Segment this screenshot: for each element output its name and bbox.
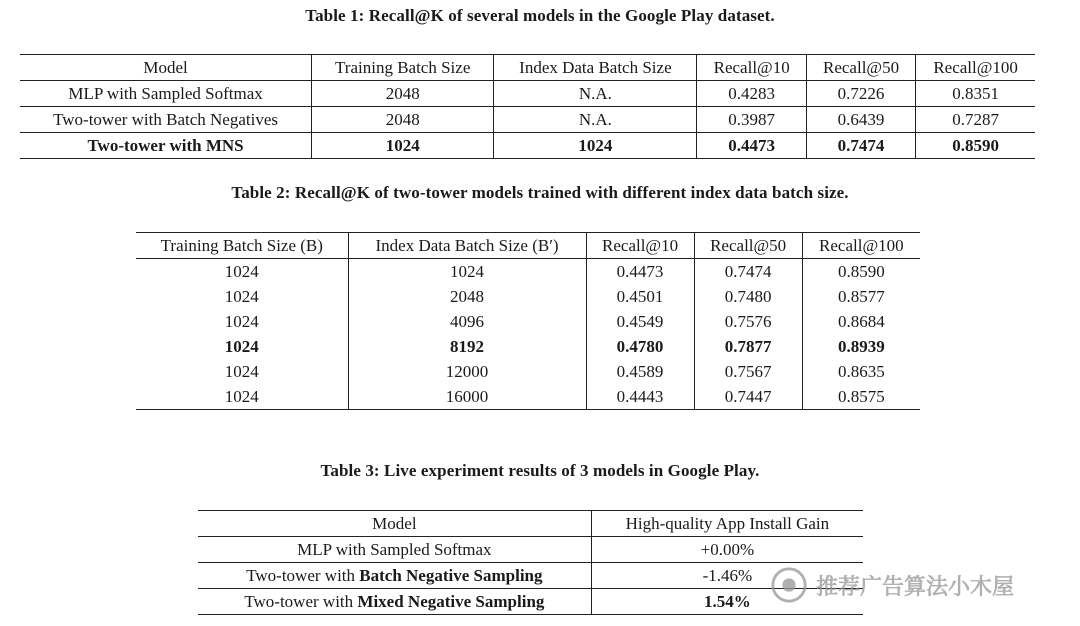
table-cell [198,563,591,589]
table2-header-index-batch: Index Data Batch Size (B′) [348,233,586,259]
table-row [198,589,863,615]
table1-caption: Table 1: Recall@K of several models in the Google Play dataset. [305,6,775,25]
table1-header-recall10: Recall@10 [697,55,806,81]
table-row [136,359,920,384]
table-cell: 0.7447 [694,384,802,410]
table-cell: 0.8577 [837,286,885,306]
table-cell: 1024 [136,384,348,410]
table-cell: +0.00% [591,537,863,563]
table-cell: 1.54% [591,589,863,615]
table-cell: 0.7567 [694,359,802,384]
table-row [198,563,863,589]
table2-header-training-batch: Training Batch Size (B) [136,233,348,259]
table-cell [198,537,591,563]
table-cell: 0.4589 [586,359,694,384]
table-cell: 0.4283 [697,81,806,107]
table-cell: 0.8939 [837,336,885,356]
table-row [136,334,920,359]
table3 [198,510,863,615]
table2-header-recall50: Recall@50 [694,233,802,259]
table2-caption: Table 2: Recall@K of two-tower models trained with different index data batch size. [231,183,849,202]
table1-header-training-batch: Training Batch Size [312,55,494,81]
wechat-official-account-icon [770,566,808,604]
table-cell: Two-tower with Batch Negatives [20,107,312,133]
table-row [136,259,920,285]
table-cell: 8192 [348,334,586,359]
table-cell: 0.7480 [694,284,802,309]
table-cell: 12000 [348,359,586,384]
table1-header-index-batch: Index Data Batch Size [494,55,697,81]
table-cell: 0.3987 [697,107,806,133]
table-row [136,284,920,309]
table-cell: Two-tower with MNS [20,133,312,159]
table2-header-row [136,233,920,259]
table-cell: 2048 [312,107,494,133]
table-cell: 0.7474 [694,259,802,285]
table-row [136,384,920,410]
table-row [136,309,920,334]
table-cell: 1024 [312,133,494,159]
table-cell: 1024 [136,259,348,285]
table1-header-recall100: Recall@100 [916,55,1035,81]
model-name-emphasis: Mixed Negative Sampling [357,591,545,611]
watermark-text: 推荐广告算法小木屋 [816,574,1015,600]
table-cell: 16000 [348,384,586,410]
model-name: Two-tower with [244,591,358,611]
table3-header-model: Model [198,511,591,537]
table-cell: 0.4473 [697,133,806,159]
table-cell: 1024 [136,334,348,359]
table-cell: 0.8635 [837,361,885,381]
table3-header-row [198,511,863,537]
table-cell: 2048 [312,81,494,107]
table-cell: 0.8575 [802,384,920,410]
table-row [20,133,1035,159]
table-cell: 4096 [348,309,586,334]
table-cell: 0.8590 [837,261,885,281]
table-row [198,537,863,563]
table2 [136,232,920,410]
table-cell: 0.4443 [586,384,694,410]
table-cell: 0.7287 [916,107,1035,133]
table-cell: MLP with Sampled Softmax [20,81,312,107]
watermark [770,560,1070,610]
table1-header-model: Model [20,55,312,81]
table-cell: 1024 [494,133,697,159]
table-cell: 1024 [136,309,348,334]
table-cell: 1024 [136,359,348,384]
table-cell: N.A. [494,81,697,107]
table-cell: 0.4780 [586,334,694,359]
table-cell: 2048 [348,284,586,309]
table-cell: 0.7576 [694,309,802,334]
table1 [20,54,1035,159]
table-row [20,107,1035,133]
table3-header-gain: High-quality App Install Gain [591,511,863,537]
table-cell: 1024 [136,284,348,309]
table1-header-recall50: Recall@50 [806,55,915,81]
table2-header-recall100: Recall@100 [802,233,920,259]
table-row [20,81,1035,107]
table-cell: 0.4501 [586,284,694,309]
table-cell: 0.6439 [806,107,915,133]
table-cell: -1.46% [591,563,863,589]
table-cell: 0.7226 [806,81,915,107]
model-name-emphasis: Batch Negative Sampling [359,565,543,585]
table-cell: 0.7877 [694,334,802,359]
table-cell: 0.8590 [916,133,1035,159]
table-cell: 0.8684 [837,311,885,331]
table2-header-recall10: Recall@10 [586,233,694,259]
table-cell: 0.7474 [806,133,915,159]
table-cell: 0.4473 [586,259,694,285]
table3-caption: Table 3: Live experiment results of 3 models in Google Play. [320,461,760,480]
table-cell: 0.8351 [916,81,1035,107]
model-name: Two-tower with [246,565,360,585]
model-name: MLP with Sampled Softmax [297,539,492,559]
table-cell: 0.4549 [586,309,694,334]
table1-header-row [20,55,1035,81]
table-cell [198,589,591,615]
table-cell: 1024 [348,259,586,285]
table-cell: N.A. [494,107,697,133]
